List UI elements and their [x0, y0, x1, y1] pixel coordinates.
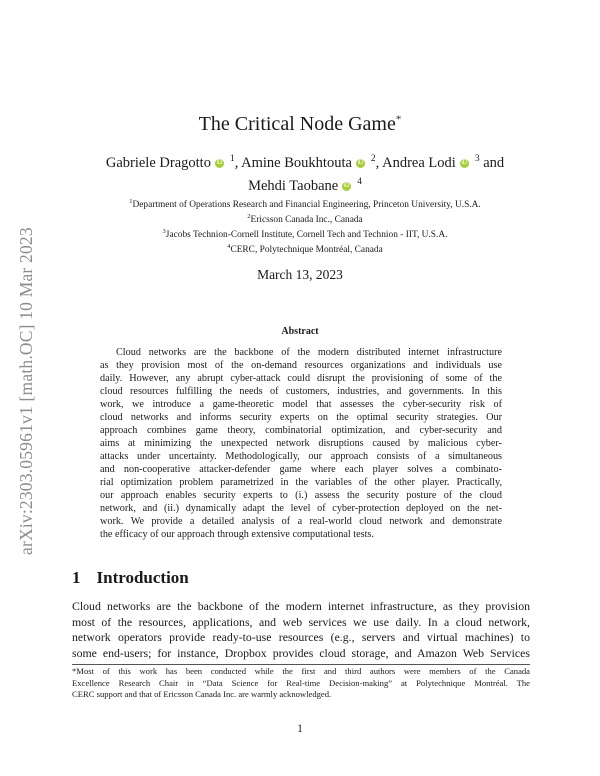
abstract-line: cloud networks and informs security experts on the optimal security strategies. Our [100, 412, 502, 423]
body-line: network operators provide ready-to-use resources (e.g., servers and virtual machines) to [72, 630, 530, 644]
orcid-icon[interactable]: iD [461, 159, 468, 166]
affiliation-mark: 3 [162, 228, 166, 236]
abstract-line: approach combines game theory, combinatorial optimization, and cyber-security and [100, 425, 502, 436]
author-affil-mark: 2 [370, 154, 376, 164]
arxiv-stamp [0, 0, 36, 555]
footnote [72, 666, 530, 701]
affiliation-item [60, 196, 550, 211]
abstract-line: Cloud networks are the backbone of the modern distributed internet infrastructure [116, 347, 502, 358]
abstract-line: network, and (ii.) dynamically adapt the level of cyber-protection deployed on the net- [100, 503, 502, 514]
author-list [60, 150, 550, 196]
affiliation-item [60, 211, 550, 226]
publication-date: March 13, 2023 [257, 267, 343, 282]
body-line: some end-users; for instance, Dropbox provides cloud storage, and Amazon Web Services [72, 645, 530, 660]
orcid-icon[interactable]: iD [343, 182, 350, 189]
orcid-icon[interactable]: iD [357, 159, 364, 166]
body-line: Cloud networks are the backbone of the modern internet infrastructure, as they provision [72, 599, 530, 613]
author-name: Gabriele Dragotto [105, 154, 211, 171]
intro-paragraph [72, 599, 530, 661]
abstract-body [100, 346, 502, 541]
author-separator: , [234, 154, 239, 171]
author-name: Andrea Lodi [382, 154, 456, 171]
orcid-icon[interactable]: iD [216, 159, 223, 166]
author-affil-mark: 1 [229, 154, 235, 164]
section-title: Introduction [96, 568, 189, 587]
affiliation-mark: 1 [129, 198, 133, 205]
affiliation-text: Department of Operations Research and Financial Engineering, Princeton University, U.S.A. [132, 200, 481, 211]
affiliation-text: Ericsson Canada Inc., Canada [250, 215, 363, 226]
affiliation-text: Jacobs Technion-Cornell Institute, Cornell Tech and Technion - IIT, U.S.A. [165, 230, 448, 241]
abstract-line: and non-cooperative attacker-defender game where each player solves a combinato- [100, 464, 502, 475]
abstract-line: daily. However, any abrupt cyber-attack could disrupt the provisioning of some of the [100, 373, 502, 384]
abstract-line: attacks under uncertainty. Methodologically, our approach consists of a simultaneous [100, 451, 502, 462]
page-number: 1 [297, 723, 303, 735]
abstract-line: the efficacy of our approach through extensive computational tests. [100, 529, 374, 540]
title-footnote-mark: * [395, 113, 402, 126]
abstract-line: rial optimization problem parametrized in the variables of the other player. Practically, [100, 477, 502, 488]
footnote-line: *Most of this work has been conducted while the first and third authors were members of the Canada [72, 666, 530, 676]
abstract-line: our approach enables security experts to (i.) assess the security posture of the cloud [100, 490, 502, 501]
author-separator: , [375, 154, 380, 171]
footnote-divider [72, 664, 530, 665]
abstract-line: as they provision most of the on-demand resources organizations and individuals use [100, 360, 502, 371]
author-name: Mehdi Taobane [248, 177, 339, 194]
affiliation-list [60, 196, 550, 257]
abstract-line: work. We provide a detailed analysis of a real-world cloud network and demonstrate [100, 516, 502, 527]
body-line: most of the resources, applications, and web services we use daily. In a cloud network, [72, 614, 530, 629]
affiliation-item [60, 226, 550, 241]
author-affil-mark: 3 [474, 154, 480, 164]
section-number: 1 [72, 568, 81, 587]
affiliation-mark: 2 [247, 213, 251, 221]
author-affil-mark: 4 [357, 176, 362, 187]
abstract-heading: Abstract [281, 326, 319, 337]
affiliation-text: CERC, Polytechnique Montréal, Canada [230, 245, 383, 256]
abstract-line: aims at minimizing the unexpected network disruptions caused by malicious cyber- [100, 438, 502, 449]
footnote-line: CERC support and that of Ericsson Canada Inc. are warmly acknowledged. [72, 689, 332, 700]
footnote-line: Excellence Research Chair in “Data Science for Real-time Decision-making” at Polytechnique Montréal. The [72, 677, 530, 688]
affiliation-mark: 4 [227, 243, 231, 251]
title-text: The Critical Node Game [198, 113, 396, 135]
paper-title [0, 113, 600, 136]
author-separator: and [479, 154, 505, 171]
section-heading [72, 568, 189, 588]
author-name: Amine Boukhtouta [241, 154, 352, 171]
arxiv-identifier: arXiv:2303.05961v1 [math.OC] 10 Mar 2023 [16, 227, 36, 555]
abstract-line: work, we introduce a game-theoretic model that assesses the cyber-security risk of [100, 399, 502, 410]
abstract-line: cloud resources fulfilling the needs of customers, industries, and governments. In this [100, 386, 502, 397]
affiliation-item [60, 241, 550, 256]
